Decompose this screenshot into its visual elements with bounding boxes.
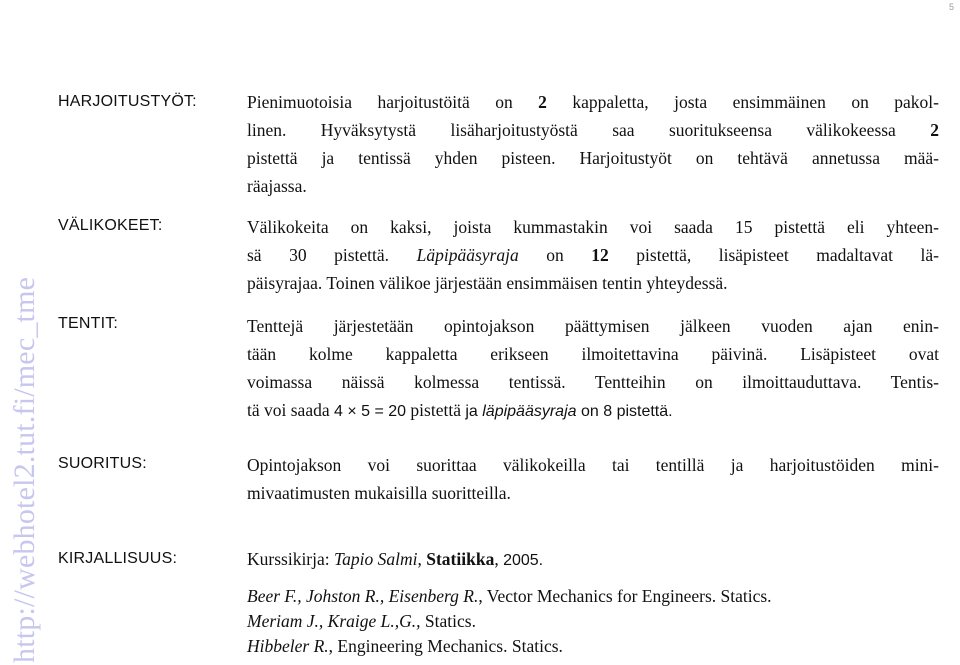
section-label-valikokeet: VÄLIKOKEET: [58,217,163,234]
reference-2: Meriam J., Kraige L.,G., Statics. [247,611,476,631]
section-text-suoritus: Opintojakson voi suorittaa välikokeilla tai tentillä ja harjoitustöiden mini- mivaatimusten mukaisilla suoritteilla. [247,455,939,503]
page-number: 5 [948,2,954,12]
url-watermark: http://webhotel2.tut.fi/mec_tme [8,276,41,663]
section-label-suoritus: SUORITUS: [58,455,147,472]
section-text-tentit: Tenttejä järjestetään opintojakson päättymisen jälkeen vuoden ajan enin- tään kolme kappaletta erikseen ilmoitettavina päivinä. Lisäpisteet ovat voimassa näissä kolmessa tentissä. Tentteihin on ilmoittauduttava. Tentis- tä voi saada 4 × 5 = 20 pistettä ja läpipääsyraja on 8 pistettä. [247,316,939,420]
section-label-harjoitustyot: HARJOITUSTYÖT: [58,93,197,110]
section-label-kirjallisuus: KIRJALLISUUS: [58,550,178,567]
section-label-tentit: TENTIT: [58,315,119,332]
reference-3: Hibbeler R., Engineering Mechanics. Statics. [247,636,563,656]
section-text-harjoitustyot: Pienimuotoisia harjoitustöitä on 2 kappaletta, josta ensimmäinen on pakol- linen. Hyväksytystä lisäharjoitustyöstä saa suoritukseensa välikokeessa 2 pistettä ja tentissä yhden pisteen. Harjoitustyöt on tehtävä annetussa mää- räajassa. [247,92,939,196]
reference-1: Beer F., Johston R., Eisenberg R., Vector Mechanics for Engineers. Statics. [247,586,772,606]
section-text-valikokeet: Välikokeita on kaksi, joista kummastakin voi saada 15 pistettä eli yhteen- sä 30 pistettä. Läpipääsyraja on 12 pistettä, lisäpisteet madaltavat lä- päisyrajaa. Toinen välikoe järjestään ensimmäisen tentin yhteydessä. [247,217,940,293]
course-book: Kurssikirja: Tapio Salmi, Statiikka, 2005. [247,549,544,569]
formula: 4 × 5 = 20 [333,403,407,420]
